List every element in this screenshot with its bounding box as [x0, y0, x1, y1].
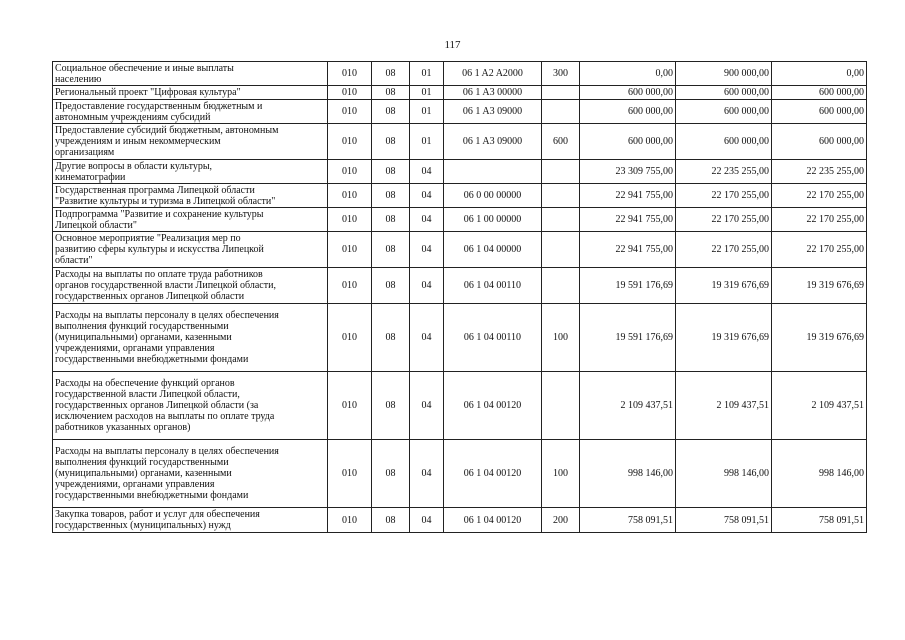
table-row	[53, 124, 867, 160]
row-name: Предоставление субсидий бюджетным, автономным учреждениям и иным некоммерческим организациям	[53, 124, 328, 160]
amount-year-1: 22 941 755,00	[580, 232, 676, 268]
ministry-code: 010	[328, 86, 372, 100]
amount-year-2: 600 000,00	[676, 86, 772, 100]
section-code: 08	[372, 86, 410, 100]
amount-year-3: 19 319 676,69	[772, 268, 867, 304]
ministry-code: 010	[328, 62, 372, 86]
ministry-code: 010	[328, 124, 372, 160]
amount-year-2: 2 109 437,51	[676, 372, 772, 440]
amount-year-2: 22 235 255,00	[676, 160, 772, 184]
row-name: Региональный проект "Цифровая культура"	[53, 86, 328, 100]
amount-year-3: 600 000,00	[772, 100, 867, 124]
table-row	[53, 100, 867, 124]
expense-type	[542, 372, 580, 440]
table-row	[53, 372, 867, 440]
row-name: Другие вопросы в области культуры, кинематографии	[53, 160, 328, 184]
row-name: Государственная программа Липецкой области "Развитие культуры и туризма в Липецкой области"	[53, 184, 328, 208]
section-code: 08	[372, 124, 410, 160]
table-row	[53, 184, 867, 208]
target-article: 06 1 04 00110	[444, 304, 542, 372]
expense-type	[542, 268, 580, 304]
row-name: Расходы на выплаты по оплате труда работников органов государственной власти Липецкой области, государственных органов Липецкой области	[53, 268, 328, 304]
section-code: 08	[372, 440, 410, 508]
expense-type	[542, 208, 580, 232]
expense-type	[542, 232, 580, 268]
target-article: 06 1 04 00120	[444, 372, 542, 440]
amount-year-1: 758 091,51	[580, 508, 676, 533]
subsection-code: 04	[410, 232, 444, 268]
section-code: 08	[372, 208, 410, 232]
amount-year-2: 600 000,00	[676, 124, 772, 160]
subsection-code: 04	[410, 268, 444, 304]
expense-type: 100	[542, 440, 580, 508]
ministry-code: 010	[328, 184, 372, 208]
table-row	[53, 232, 867, 268]
section-code: 08	[372, 184, 410, 208]
budget-table	[52, 61, 867, 533]
row-name: Расходы на обеспечение функций органов государственной власти Липецкой области, государственных органов Липецкой области (за исключением расходов на выплаты по оплате труда работников указанных органов)	[53, 372, 328, 440]
amount-year-3: 22 170 255,00	[772, 184, 867, 208]
ministry-code: 010	[328, 232, 372, 268]
amount-year-2: 19 319 676,69	[676, 304, 772, 372]
expense-type: 100	[542, 304, 580, 372]
table-row	[53, 268, 867, 304]
ministry-code: 010	[328, 508, 372, 533]
target-article: 06 1 00 00000	[444, 208, 542, 232]
subsection-code: 01	[410, 124, 444, 160]
amount-year-2: 22 170 255,00	[676, 184, 772, 208]
subsection-code: 01	[410, 100, 444, 124]
subsection-code: 04	[410, 508, 444, 533]
expense-type: 200	[542, 508, 580, 533]
amount-year-3: 22 170 255,00	[772, 208, 867, 232]
expense-type	[542, 100, 580, 124]
amount-year-1: 22 941 755,00	[580, 208, 676, 232]
section-code: 08	[372, 232, 410, 268]
target-article: 06 1 A3 09000	[444, 100, 542, 124]
section-code: 08	[372, 304, 410, 372]
amount-year-2: 758 091,51	[676, 508, 772, 533]
ministry-code: 010	[328, 208, 372, 232]
amount-year-3: 22 170 255,00	[772, 232, 867, 268]
table-row	[53, 160, 867, 184]
table-row	[53, 508, 867, 533]
amount-year-3: 19 319 676,69	[772, 304, 867, 372]
expense-type: 300	[542, 62, 580, 86]
amount-year-3: 22 235 255,00	[772, 160, 867, 184]
amount-year-3: 2 109 437,51	[772, 372, 867, 440]
amount-year-2: 22 170 255,00	[676, 232, 772, 268]
target-article: 06 1 04 00120	[444, 508, 542, 533]
amount-year-2: 22 170 255,00	[676, 208, 772, 232]
amount-year-1: 23 309 755,00	[580, 160, 676, 184]
table-row	[53, 62, 867, 86]
ministry-code: 010	[328, 304, 372, 372]
amount-year-3: 758 091,51	[772, 508, 867, 533]
section-code: 08	[372, 160, 410, 184]
page-number: 117	[444, 39, 461, 51]
amount-year-2: 600 000,00	[676, 100, 772, 124]
row-name: Расходы на выплаты персоналу в целях обеспечения выполнения функций государственными (муниципальными) органами, казенными учреждениями, органами управления государственными внебюджетными фондами	[53, 304, 328, 372]
target-article: 06 1 A2 A2000	[444, 62, 542, 86]
section-code: 08	[372, 508, 410, 533]
amount-year-1: 19 591 176,69	[580, 304, 676, 372]
amount-year-3: 600 000,00	[772, 86, 867, 100]
row-name: Расходы на выплаты персоналу в целях обеспечения выполнения функций государственными (муниципальными) органами, казенными учреждениями, органами управления государственными внебюджетными фондами	[53, 440, 328, 508]
ministry-code: 010	[328, 100, 372, 124]
amount-year-1: 998 146,00	[580, 440, 676, 508]
table-row	[53, 208, 867, 232]
amount-year-1: 0,00	[580, 62, 676, 86]
amount-year-3: 0,00	[772, 62, 867, 86]
subsection-code: 04	[410, 304, 444, 372]
target-article: 06 1 04 00120	[444, 440, 542, 508]
target-article	[444, 160, 542, 184]
expense-type: 600	[542, 124, 580, 160]
section-code: 08	[372, 62, 410, 86]
expense-type	[542, 86, 580, 100]
subsection-code: 01	[410, 62, 444, 86]
amount-year-3: 998 146,00	[772, 440, 867, 508]
amount-year-2: 19 319 676,69	[676, 268, 772, 304]
target-article: 06 1 A3 09000	[444, 124, 542, 160]
target-article: 06 1 04 00110	[444, 268, 542, 304]
ministry-code: 010	[328, 268, 372, 304]
subsection-code: 04	[410, 184, 444, 208]
row-name: Социальное обеспечение и иные выплаты населению	[53, 62, 328, 86]
subsection-code: 04	[410, 208, 444, 232]
expense-type	[542, 160, 580, 184]
row-name: Подпрограмма "Развитие и сохранение культуры Липецкой области"	[53, 208, 328, 232]
amount-year-3: 600 000,00	[772, 124, 867, 160]
ministry-code: 010	[328, 440, 372, 508]
target-article: 06 1 04 00000	[444, 232, 542, 268]
amount-year-1: 2 109 437,51	[580, 372, 676, 440]
ministry-code: 010	[328, 372, 372, 440]
subsection-code: 04	[410, 440, 444, 508]
amount-year-1: 600 000,00	[580, 86, 676, 100]
expense-type	[542, 184, 580, 208]
amount-year-2: 900 000,00	[676, 62, 772, 86]
table-row	[53, 440, 867, 508]
target-article: 06 1 A3 00000	[444, 86, 542, 100]
amount-year-1: 600 000,00	[580, 124, 676, 160]
row-name: Предоставление государственным бюджетным и автономным учреждениям субсидий	[53, 100, 328, 124]
subsection-code: 04	[410, 372, 444, 440]
target-article: 06 0 00 00000	[444, 184, 542, 208]
section-code: 08	[372, 268, 410, 304]
row-name: Закупка товаров, работ и услуг для обеспечения государственных (муниципальных) нужд	[53, 508, 328, 533]
section-code: 08	[372, 100, 410, 124]
subsection-code: 01	[410, 86, 444, 100]
amount-year-1: 22 941 755,00	[580, 184, 676, 208]
row-name: Основное мероприятие "Реализация мер по развитию сферы культуры и искусства Липецкой области"	[53, 232, 328, 268]
amount-year-1: 600 000,00	[580, 100, 676, 124]
table-row	[53, 86, 867, 100]
ministry-code: 010	[328, 160, 372, 184]
amount-year-2: 998 146,00	[676, 440, 772, 508]
section-code: 08	[372, 372, 410, 440]
subsection-code: 04	[410, 160, 444, 184]
table-row	[53, 304, 867, 372]
amount-year-1: 19 591 176,69	[580, 268, 676, 304]
